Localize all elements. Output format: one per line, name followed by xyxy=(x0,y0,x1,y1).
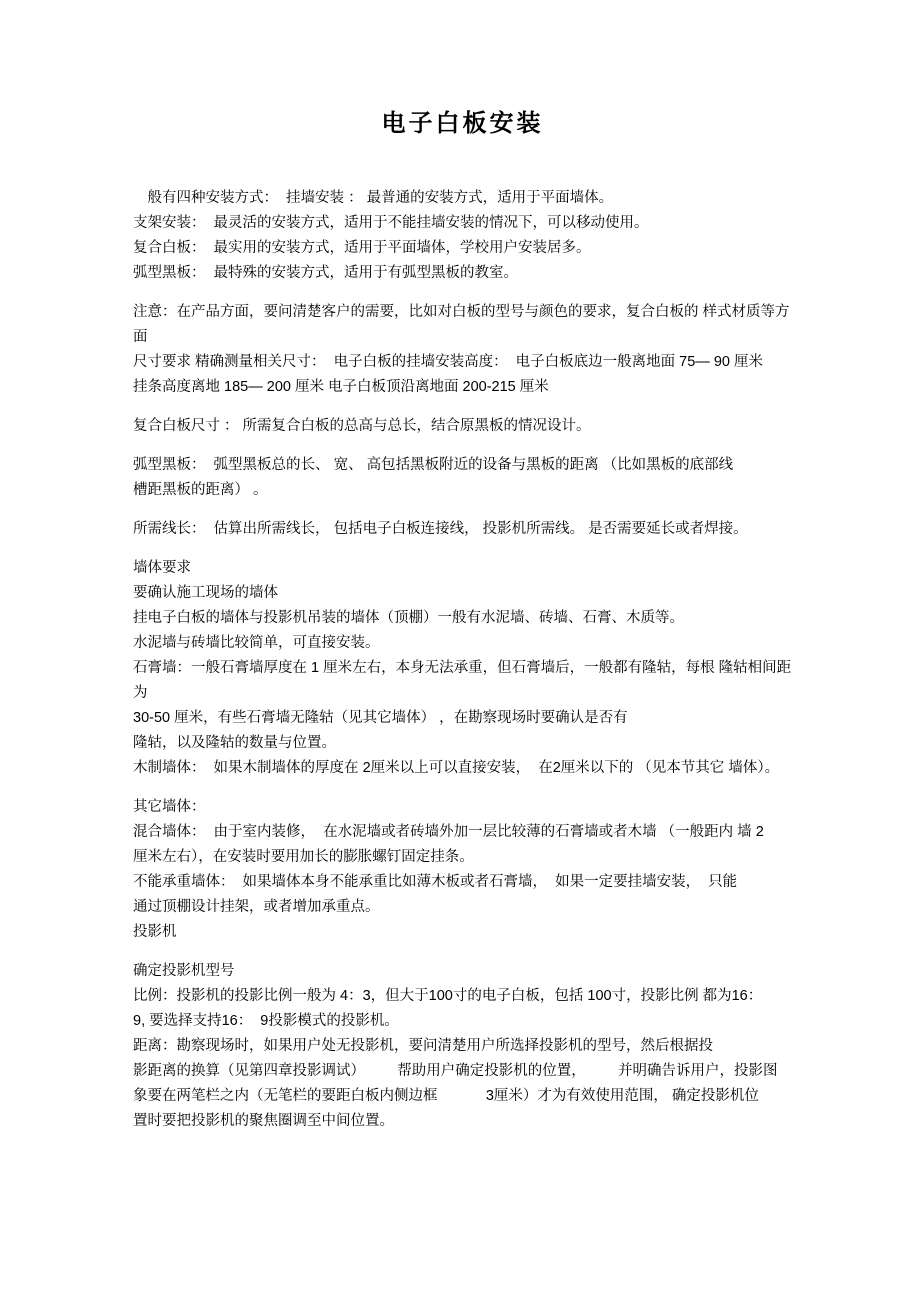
paragraph-install-methods xyxy=(133,186,792,286)
text-line: 厘米左右），在安装时要用加长的膨胀螺钉固定挂条。 xyxy=(133,849,474,865)
text-line: 所需线长： 估算出所需线长， 包括电子白板连接线， 投影机所需线。 是否需要延长或者焊接。 xyxy=(133,521,748,537)
text-line: 9, 要选择支持16： 9投影模式的投影机。 xyxy=(133,1013,399,1029)
text-line: 挂条高度离地 185— 200 厘米 电子白板顶沿离地面 200-215 厘米 xyxy=(133,379,549,395)
document-body xyxy=(133,186,792,1134)
text-line: 木制墙体： 如果木制墙体的厚度在 2厘米以上可以直接安装， 在2厘米以下的 （见本节其它 墙体）。 xyxy=(133,760,780,776)
text-line: 确定投影机型号 xyxy=(133,963,235,979)
text-line: 挂电子白板的墙体与投影机吊装的墙体（顶棚）一般有水泥墙、砖墙、石膏、木质等。 xyxy=(133,610,684,626)
text-line: 隆轱，以及隆轱的数量与位置。 xyxy=(133,735,336,751)
paragraph-other-walls xyxy=(133,795,792,945)
text-line: 注意：在产品方面，要问清楚客户的需要，比如对白板的型号与颜色的要求，复合白板的 样式材质等方面 xyxy=(133,304,790,345)
text-line: 水泥墙与砖墙比较简单，可直接安装。 xyxy=(133,635,380,651)
text-line: 通过顶棚设计挂架，或者增加承重点。 xyxy=(133,899,380,915)
paragraph-notice-sizes xyxy=(133,300,792,400)
text-line: 30-50 厘米，有些石膏墙无隆轱（见其它墙体） ，在勘察现场时要确认是否有 xyxy=(133,710,628,726)
text-line: 弧型黑板： 最特殊的安装方式，适用于有弧型黑板的教室。 xyxy=(133,265,519,281)
text-line: 墙体要求 xyxy=(133,560,191,576)
text-line: 弧型黑板： 弧型黑板总的长、 宽、 高包括黑板附近的设备与黑板的距离 （比如黑板的底部线 xyxy=(133,457,734,473)
text-line: 槽距黑板的距离） 。 xyxy=(133,482,268,498)
paragraph-arc-blackboard xyxy=(133,453,792,503)
text-line: 比例：投影机的投影比例一般为 4：3，但大于100寸的电子白板，包括 100寸，投影比例 都为16： xyxy=(133,988,763,1004)
text-line: 象要在两笔栏之内（无笔栏的要距白板内侧边框 3厘米）才为有效使用范围， 确定投影机位 xyxy=(133,1088,759,1104)
paragraph-composite-board-size xyxy=(133,414,792,439)
text-line: 支架安装： 最灵活的安装方式，适用于不能挂墙安装的情况下，可以移动使用。 xyxy=(133,215,649,231)
text-line: 其它墙体： xyxy=(133,799,206,815)
text-line: 要确认施工现场的墙体 xyxy=(133,585,278,601)
text-line: 复合白板尺寸 ： 所需复合白板的总高与总长，结合原黑板的情况设计。 xyxy=(133,418,591,434)
document-title: 电子白板安装 xyxy=(381,110,544,137)
paragraph-wall-requirements xyxy=(133,556,792,781)
text-line: 投影机 xyxy=(133,924,177,940)
paragraph-cable-length xyxy=(133,517,792,542)
text-line: 距离：勘察现场时，如果用户处无投影机，要问清楚用户所选择投影机的型号，然后根据投 xyxy=(133,1038,713,1054)
text-line: 混合墙体： 由于室内装修， 在水泥墙或者砖墙外加一层比较薄的石膏墙或者木墙 （一般距内 墙 2 xyxy=(133,824,764,840)
text-line: 石膏墙：一般石膏墙厚度在 1 厘米左右，本身无法承重，但石膏墙后，一般都有隆轱，每根 隆轱相间距为 xyxy=(133,660,792,701)
text-line: 不能承重墙体： 如果墙体本身不能承重比如薄木板或者石膏墙， 如果一定要挂墙安装， 只能 xyxy=(133,874,738,890)
text-line: 般有四种安装方式： 挂墙安装 ： 最普通的安装方式，适用于平面墙体。 xyxy=(133,190,614,206)
text-line: 置时要把投影机的聚焦圈调至中间位置。 xyxy=(133,1113,394,1129)
text-line: 影距离的换算（见第四章投影调试） 帮助用户确定投影机的位置， 并明确告诉用户，投影图 xyxy=(133,1063,778,1079)
text-line: 复合白板： 最实用的安装方式，适用于平面墙体，学校用户安装居多。 xyxy=(133,240,591,256)
paragraph-projector-model xyxy=(133,959,792,1134)
text-line: 尺寸要求 精确测量相关尺寸： 电子白板的挂墙安装高度： 电子白板底边一般离地面 75— 90 厘米 xyxy=(133,354,763,370)
